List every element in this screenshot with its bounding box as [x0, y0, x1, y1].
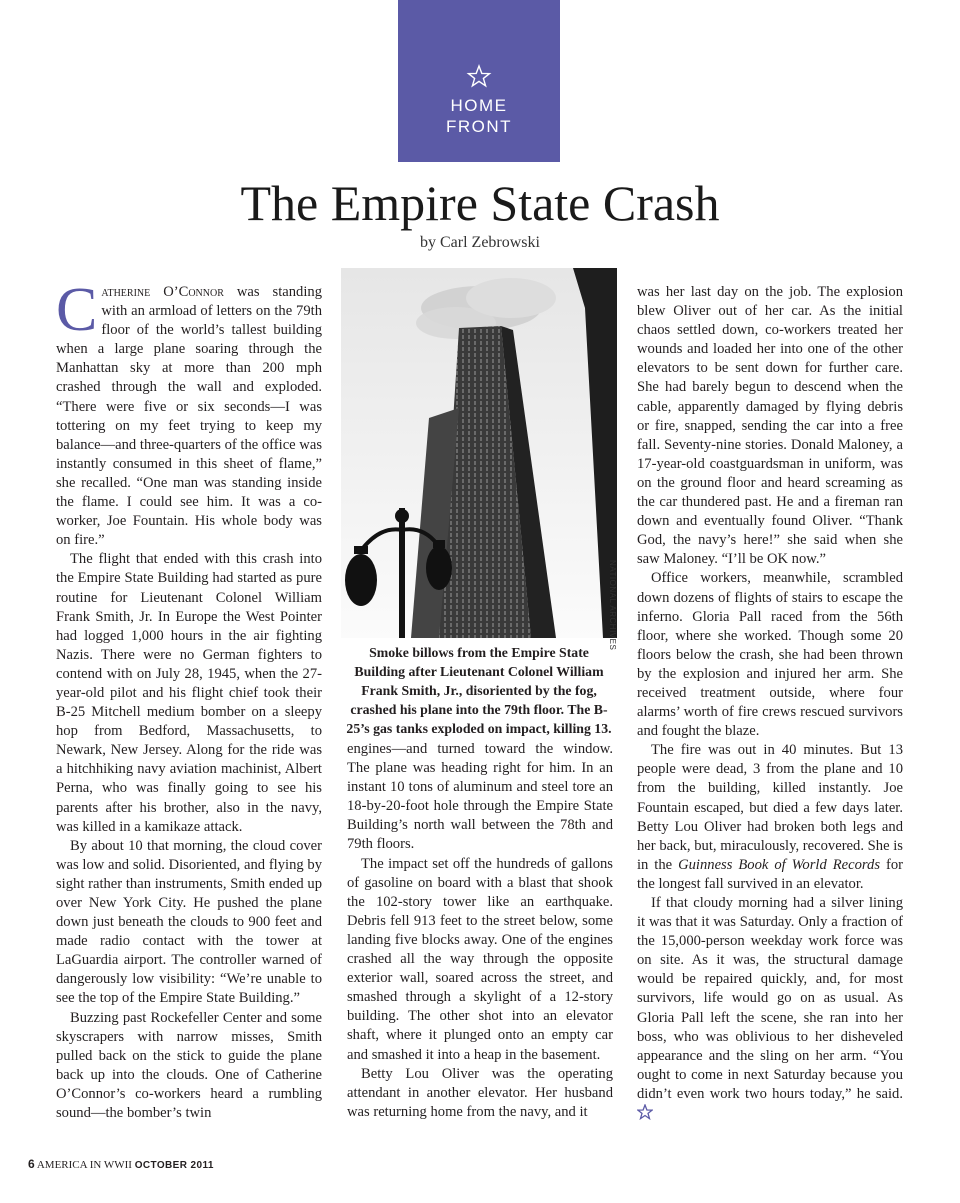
column-1	[56, 276, 322, 1123]
drop-cap: C	[56, 276, 98, 344]
magazine-name: AMERICA IN WWII	[36, 1159, 132, 1171]
paragraph: The impact set off the hundreds of gallons of gasoline on board with a blast that shook the 102-story tower like an earthquake. Debris fell 913 feet to the street below, some landing five blocks away. One of the engines crashed all the way through the opposite exterior wall, soared across the street, and smashed through a skylight of a 12-story building. The other shot into an elevator shaft, where it plunged onto an empty car and smashed it into a heap in the basement.	[347, 855, 613, 1063]
paragraph	[637, 894, 903, 1124]
paragraph: Office workers, meanwhile, scrambled down dozens of flights of stairs to escape the inferno. Gloria Pall raced from the 56th floor, where she worked. Though some 20 floors below the crash, she had been thrown by the explosion and injured her arm. She received treatment outside, where four alarms’ worth of fire crews rescued survivors and fought the blaze.	[637, 570, 903, 740]
paragraph-text: The fire was out in 40 minutes. But 13 people were dead, 3 from the plane and 10 from the building, killed instantly. Joe Fountain escaped, but died a few days later. Betty Lou Oliver had broken both legs and her back, but, miraculously, recovered. She is in the	[637, 742, 903, 873]
page-footer	[28, 1157, 214, 1171]
lead-smallcaps: atherine O’Connor	[101, 284, 224, 300]
book-title: Guinness Book of World Records	[678, 856, 881, 873]
paragraph: was her last day on the job. The explosion blew Oliver out of her car. As the initial chaos settled down, co-workers treated her wounds and loaded her into one of the other elevators to be sent down for further care. She had barely begun to descend when the cable, apparently damaged by flying debris or fire, snapped, sending the car into a free fall. Seventy-nine stories. Donald Maloney, a 17-year-old coastguardsman in uniform, was on the ground floor and heard screaming as the car thundered past. He and a fireman ran down and eventually found Oliver. “Thank God, the navy’s here!” she said when she saw Maloney. “I’ll be OK now.”	[637, 284, 903, 568]
photo-caption: Smoke billows from the Empire State Building after Lieutenant Colonel William Frank Smith, Jr., disoriented by the fog, crashed his plane into the 79th floor. The B-25’s gas tanks exploded on impact, killing 13.	[346, 645, 612, 736]
paragraph-text: for the longest fall survived in an elevator.	[637, 856, 903, 892]
paragraph: Betty Lou Oliver was the operating attendant in another elevator. Her husband was returning home from the navy, and it	[347, 1065, 613, 1120]
column-3	[637, 283, 903, 1124]
star-icon	[637, 1104, 653, 1120]
paragraph: By about 10 that morning, the cloud cover was low and solid. Disoriented, and flying by sight rather than instruments, Smith ended up over New York City. He pushed the plane down just beneath the clouds to 900 feet and made radio contact with the tower at LaGuardia airport. The controller warned of dangerously low visibility: “We’re unable to see the top of the Empire State Building.”	[56, 837, 322, 1007]
paragraph: engines—and turned toward the window. The plane was heading right for him. In an instant 10 tons of aluminum and steel tore an 18-by-20-foot hole through the Empire State Building’s north wall between the 78th and 79th floors.	[347, 741, 613, 853]
column-2	[347, 740, 613, 1122]
page-number: 6	[28, 1157, 35, 1171]
department-banner	[398, 0, 560, 162]
paragraph-text: If that cloudy morning had a silver lining it was that it was Saturday. Only a fraction of the 15,000-person weekday work force was on site. As it was, the structural damage would be repaired quickly, and, for most survivors, life would go on as usual. As Gloria Pall left the scene, she ran into her boss, who was oblivious to her disheveled appearance and the sling on her arm. “You ought to come in next Saturday because you didn’t even work two hours today,” he said.	[637, 895, 903, 1102]
lead-paragraph	[56, 276, 322, 550]
star-icon	[398, 62, 560, 88]
paragraph	[637, 741, 903, 894]
article-headline: The Empire State Crash	[240, 175, 720, 231]
paragraph: The flight that ended with this crash into the Empire State Building had started as pure routine for Lieutenant Colonel William Frank Smith, Jr. In Europe the West Pointer had logged 1,000 hours in the air fighting Nazis. There were no German fighters to contend with on July 28, 1945, when the 27-year-old pilot and his flight chief took their B-25 Mitchell medium bomber on a sleepy hop from Bedford, Massachusetts, to Newark, New Jersey. Along for the ride was a hitchhiking navy aviation machinist, Albert Perna, who was finally going to see his parents after his brother, also in the navy, was killed in a kamikaze attack.	[56, 551, 322, 835]
department-label-line1: HOME	[450, 96, 508, 115]
article-photo	[341, 268, 617, 638]
department-label-line2: FRONT	[445, 117, 513, 136]
lead-text: was standing with an armload of letters on the 79th floor of the world’s tallest building when a large plane soaring through the Manhattan sky at more than 200 mph crashed through the wall and exploded. “There were five or six seconds—I was tottering on my feet trying to keep my balance—and three-quarters of the office was instantly consumed in this sheet of flame,” she recalled. “One man was standing inside the flame. I could see him. It was a co-worker, Joe Fountain. His whole body was on fire.”	[56, 284, 322, 549]
photo-credit: NATIONAL ARCHIVES	[608, 560, 617, 651]
byline: by Carl Zebrowski	[420, 234, 540, 251]
empire-state-building-photo	[341, 268, 617, 638]
paragraph: Buzzing past Rockefeller Center and some skyscrapers with narrow misses, Smith pulled back on the stick to guide the plane back up into the clouds. One of Catherine O’Connor’s co-workers heard a rumbling sound—the bomber’s twin	[56, 1009, 322, 1122]
issue-date: OCTOBER 2011	[134, 1160, 214, 1171]
